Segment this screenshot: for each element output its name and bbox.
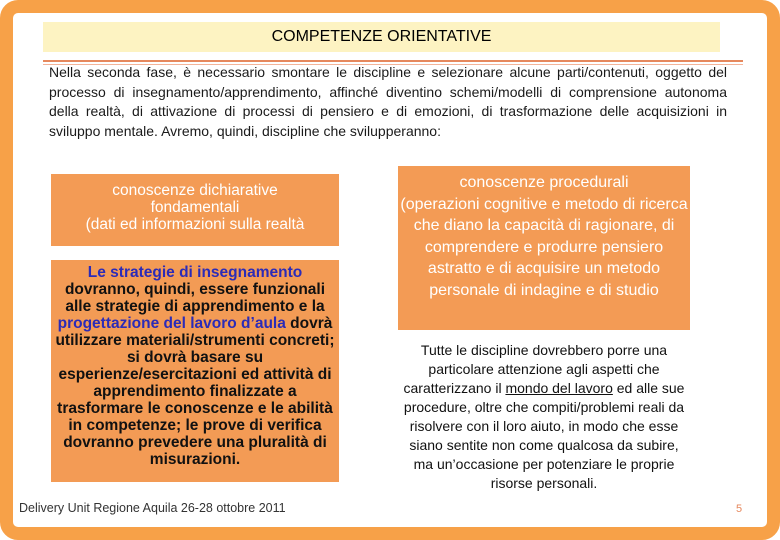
declarative-line-1: conoscenze dichiarative <box>112 182 278 199</box>
title-divider <box>43 60 743 62</box>
slide-title: COMPETENZE ORIENTATIVE <box>271 28 492 45</box>
intro-paragraph: Nella seconda fase, è necessario smontare le discipline e selezionare alcune parti/contenuti, oggetto del processo di insegnamento/apprendimento, affinché diventino schemi/modelli di comprensione autonoma della realtà, di attivazione di processi di pensiero e di emozioni, di trasformazione delle acquisizioni in sviluppo mentale. Avremo, quindi, discipline che svilupperanno: <box>49 64 727 139</box>
strategies-heading: Le strategie di insegnamento <box>87 264 303 281</box>
footer-text: Delivery Unit Regione Aquila 26-28 ottobre 2011 <box>19 501 286 515</box>
disciplines-text-2: ed alle sue procedure, oltre che compiti/problemi reali da risolvere con il loro aiuto, in modo che esse siano sentite non come qualcosa da subire, ma un’occasione per potenziare le proprie risorse personali. <box>403 380 685 491</box>
procedural-knowledge-box <box>398 166 690 330</box>
disciplines-text-1: Tutte le discipline dovrebbero porre una particolare attenzione agli aspetti che caratterizzano il <box>403 342 668 396</box>
disciplines-box <box>398 331 690 516</box>
disciplines-highlight: mondo del lavoro <box>505 380 613 396</box>
strategies-highlight: progettazione del lavoro d’aula <box>57 315 286 332</box>
strategies-text-2: dovrà utilizzare materiali/strumenti concreti; si dovrà basare su esperienze/esercitazioni ed attività di apprendimento finalizzate a trasformare le conoscenze e le abilità in competenze; le prove di verifica dovranno prevedere una pluralità di misurazioni. <box>55 315 335 468</box>
declarative-line-3: (dati ed informazioni sulla realtà <box>85 216 305 233</box>
strategies-text-1: dovranno, quindi, essere funzionali alle strategie di apprendimento e la <box>64 281 326 315</box>
procedural-body: (operazioni cognitive e metodo di ricerca che diano la capacità di ragionare, di comprendere e produrre pensiero astratto e di acquisire un metodo personale di indagine e di studio <box>400 195 688 299</box>
declarative-line-2: fondamentali <box>150 199 240 216</box>
declarative-knowledge-box <box>51 174 339 246</box>
title-box <box>43 22 720 52</box>
procedural-heading: conoscenze procedurali <box>459 174 629 191</box>
teaching-strategies-box <box>51 260 339 482</box>
page-number: 5 <box>736 503 743 515</box>
